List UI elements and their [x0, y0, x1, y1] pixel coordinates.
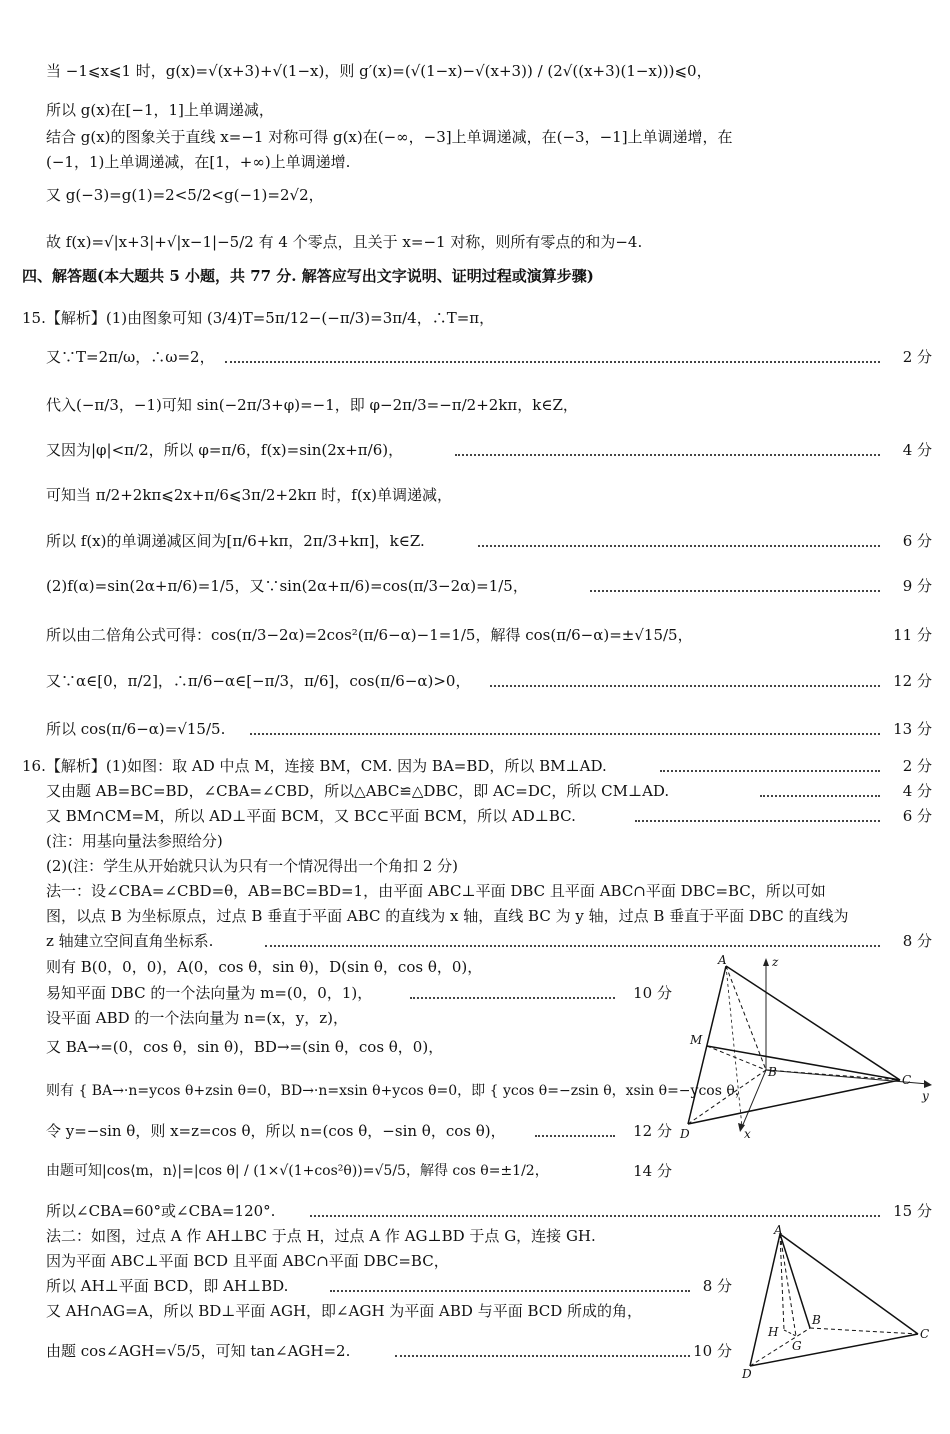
- text-line: 又因为|φ|<π/2，所以 φ=π/6，f(x)=sin(2x+π/6)，: [46, 441, 404, 459]
- text-line: 所以 cos(π/6−α)=√15/5.: [46, 720, 226, 738]
- score-mark: 4 分: [902, 441, 932, 459]
- label-y: y: [922, 1089, 929, 1103]
- edge-GH: [784, 1330, 796, 1336]
- text-line: 因为平面 ABC⊥平面 BCD 且平面 ABC∩平面 DBC=BC，: [46, 1252, 449, 1270]
- text-line: 又 g(−3)=g(1)=2<5/2<g(−1)=2√2，: [46, 186, 324, 204]
- score-mark: 6 分: [902, 532, 932, 550]
- text-line: 所以由二倍角公式可得：cos(π/3−2α)=2cos²(π/6−α)−1=1/5，解得 cos(π/6−α)=±√15/5，: [46, 626, 693, 644]
- text-line: 又∵α∈[0，π/2]，∴π/6−α∈[−π/3，π/6]，cos(π/6−α)>0，: [46, 672, 471, 690]
- score-mark: 8 分: [902, 932, 932, 950]
- leader-dots: [490, 685, 880, 687]
- leader-dots: [225, 361, 880, 363]
- label-B: B: [768, 1065, 777, 1079]
- score-mark: 10 分: [693, 1342, 732, 1360]
- label-G: G: [792, 1339, 802, 1353]
- text-line: 由题可知|cos⟨m，n⟩|=|cos θ| / (1×√(1+cos²θ))=√5/5，解得 cos θ=±1/2，: [46, 1163, 549, 1179]
- label-M: M: [690, 1033, 703, 1047]
- leader-dots: [455, 454, 880, 456]
- text-line: 可知当 π/2+2kπ⩽2x+π/6⩽3π/2+2kπ 时，f(x)单调递减，: [46, 486, 452, 504]
- label-H: H: [768, 1325, 779, 1339]
- leader-dots: [478, 545, 880, 547]
- leader-dots: [330, 1290, 690, 1292]
- text-line: 由题 cos∠AGH=√5/5，可知 tan∠AGH=2.: [46, 1342, 351, 1360]
- edge-AB: [780, 1234, 810, 1328]
- leader-dots: [310, 1215, 880, 1217]
- text-line: 又 AH∩AG=A，所以 BD⊥平面 AGH，即∠AGH 为平面 ABD 与平面 BCD 所成的角，: [46, 1302, 643, 1320]
- text-line: 所以 AH⊥平面 BCD，即 AH⊥BD.: [46, 1277, 289, 1295]
- text-line: 设平面 ABD 的一个法向量为 n=(x，y，z)，: [46, 1009, 348, 1027]
- text-line: 所以 f(x)的单调递减区间为[π/6+kπ，2π/3+kπ]，k∈Z.: [46, 532, 425, 550]
- edge-AD: [750, 1234, 780, 1366]
- score-mark: 9 分: [902, 577, 932, 595]
- z-axis-arrow: [763, 958, 769, 966]
- leader-dots: [660, 770, 880, 772]
- text-line: 易知平面 DBC 的一个法向量为 m=(0，0，1)，: [46, 984, 373, 1002]
- score-mark: 2 分: [902, 348, 932, 366]
- text-line: (2)f(α)=sin(2α+π/6)=1/5，又∵sin(2α+π/6)=cos(π/3−2α)=1/5，: [46, 577, 528, 595]
- text-line: 又 BA→=(0，cos θ，sin θ)，BD→=(sin θ，cos θ，0)，: [46, 1038, 444, 1056]
- text-line: 又∵T=2π/ω，∴ω=2，: [46, 348, 215, 366]
- score-mark: 12 分: [893, 672, 932, 690]
- score-mark: 15 分: [893, 1202, 932, 1220]
- edge-AC: [726, 966, 900, 1080]
- label-x: x: [744, 1127, 751, 1141]
- text-line: (注：用基向量法参照给分): [46, 832, 223, 850]
- label-z: z: [772, 955, 779, 969]
- text-line: 令 y=−sin θ，则 x=z=cos θ，所以 n=(cos θ，−sin θ，cos θ)，: [46, 1122, 506, 1140]
- edge-AC: [780, 1234, 918, 1334]
- leader-dots: [250, 733, 880, 735]
- label-A: A: [774, 1224, 783, 1237]
- label-A: A: [718, 953, 727, 967]
- leader-dots: [410, 997, 615, 999]
- edge-MB: [707, 1046, 766, 1070]
- text-line: 则有 B(0，0，0)，A(0，cos θ，sin θ)，D(sin θ，cos θ，0)，: [46, 958, 483, 976]
- text-line: 结合 g(x)的图象关于直线 x=−1 对称可得 g(x)在(−∞，−3]上单调递减，在(−3，−1]上单调递增，在: [46, 128, 733, 146]
- text-line: 又由题 AB=BC=BD，∠CBA=∠CBD，所以△ABC≌△DBC，即 AC=DC，所以 CM⊥AD.: [46, 782, 670, 800]
- leader-dots: [590, 590, 880, 592]
- section-heading: 四、解答题(本大题共 5 小题，共 77 分. 解答应写出文字说明、证明过程或演算步骤): [22, 267, 594, 285]
- text-line: z 轴建立空间直角坐标系.: [46, 932, 214, 950]
- edge-aux: [726, 966, 742, 1127]
- text-line: 法一：设∠CBA=∠CBD=θ，AB=BC=BD=1，由平面 ABC⊥平面 DBC 且平面 ABC∩平面 DBC=BC，所以可如: [46, 882, 826, 900]
- score-mark: 14 分: [633, 1162, 672, 1180]
- score-mark: 4 分: [902, 782, 932, 800]
- text-line: 又 BM∩CM=M，所以 AD⊥平面 BCM，又 BC⊂平面 BCM，所以 AD⊥BC.: [46, 807, 576, 825]
- y-axis-arrow: [924, 1080, 932, 1088]
- text-line: 16.【解析】(1)如图：取 AD 中点 M，连接 BM，CM. 因为 BA=BD，所以 BM⊥AD.: [22, 757, 607, 775]
- score-mark: 13 分: [893, 720, 932, 738]
- text-line: 代入(−π/3，−1)可知 sin(−2π/3+φ)=−1，即 φ−2π/3=−π/2+2kπ，k∈Z，: [46, 396, 578, 414]
- text-line: (−1，1)上单调递减，在[1，+∞)上单调递增.: [46, 153, 351, 171]
- text-line: 当 −1⩽x⩽1 时，g(x)=√(x+3)+√(1−x)，则 g′(x)=(√(1−x)−√(x+3)) / (2√((x+3)(1−x)))⩽0，: [46, 62, 712, 80]
- label-D: D: [742, 1367, 752, 1381]
- score-mark: 6 分: [902, 807, 932, 825]
- edge-AB: [726, 966, 766, 1070]
- score-mark: 2 分: [902, 757, 932, 775]
- label-C: C: [920, 1327, 930, 1341]
- tetrahedron-axes-figure: [678, 952, 938, 1142]
- label-D: D: [680, 1127, 690, 1141]
- leader-dots: [760, 795, 880, 797]
- score-mark: 12 分: [633, 1122, 672, 1140]
- label-C: C: [902, 1073, 912, 1087]
- edge-BC: [810, 1328, 918, 1334]
- text-line: 则有 { BA→·n=ycos θ+zsin θ=0，BD→·n=xsin θ+ycos θ=0，即 { ycos θ=−zsin θ，xsin θ=−ycos θ，: [46, 1083, 749, 1099]
- score-mark: 11 分: [893, 626, 932, 644]
- tetrahedron-hg-figure: [738, 1224, 938, 1384]
- leader-dots: [265, 945, 880, 947]
- score-mark: 10 分: [633, 984, 672, 1002]
- leader-dots: [395, 1355, 690, 1357]
- text-line: 所以∠CBA=60°或∠CBA=120°.: [46, 1202, 276, 1220]
- leader-dots: [635, 820, 880, 822]
- text-line: 法二：如图，过点 A 作 AH⊥BC 于点 H，过点 A 作 AG⊥BD 于点 G，连接 GH.: [46, 1227, 596, 1245]
- text-line: 所以 g(x)在[−1，1]上单调递减，: [46, 101, 274, 119]
- text-line: 15.【解析】(1)由图象可知 (3/4)T=5π/12−(−π/3)=3π/4，∴T=π，: [22, 309, 495, 327]
- score-mark: 8 分: [702, 1277, 732, 1295]
- text-line: (2)(注：学生从开始就只认为只有一个情况得出一个角扣 2 分): [46, 857, 459, 875]
- leader-dots: [535, 1135, 615, 1137]
- text-line: 图，以点 B 为坐标原点，过点 B 垂直于平面 ABC 的直线为 x 轴，直线 BC 为 y 轴，过点 B 垂直于平面 DBC 的直线为: [46, 907, 849, 925]
- label-B: B: [812, 1313, 821, 1327]
- text-line: 故 f(x)=√|x+3|+√|x−1|−5/2 有 4 个零点，且关于 x=−1 对称，则所有零点的和为−4.: [46, 233, 643, 251]
